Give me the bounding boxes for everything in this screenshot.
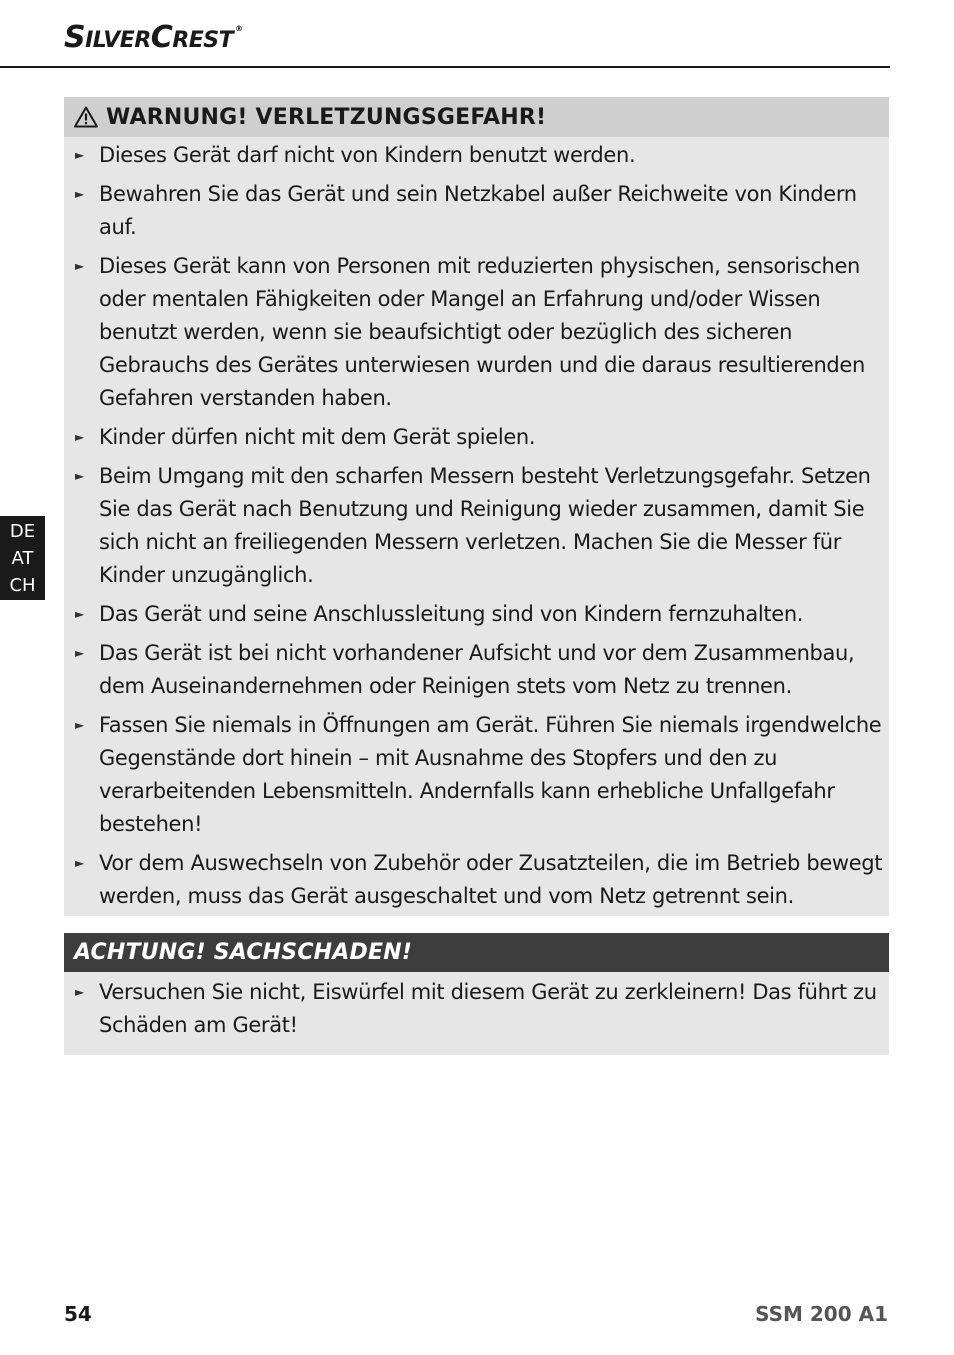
registered-mark: ® bbox=[235, 24, 243, 33]
list-item bbox=[64, 598, 889, 631]
logo-initial-2: C bbox=[150, 20, 173, 55]
caution-title: ACHTUNG! SACHSCHADEN! bbox=[74, 940, 413, 965]
caution-list bbox=[64, 972, 889, 1042]
warning-triangle-icon bbox=[74, 106, 98, 128]
list-item-text: Dieses Gerät darf nicht von Kindern benutzt werden. bbox=[99, 143, 636, 167]
language-at: AT bbox=[11, 548, 34, 569]
brand-logo bbox=[64, 20, 243, 55]
bullet-arrow-icon: ► bbox=[75, 430, 84, 444]
bullet-arrow-icon: ► bbox=[75, 469, 84, 483]
list-item-text: Das Gerät ist bei nicht vorhandener Aufsicht und vor dem Zusammenbau, dem Auseinandernehmen oder Reinigen stets vom Netz zu trennen. bbox=[99, 641, 855, 698]
bullet-arrow-icon: ► bbox=[75, 259, 84, 273]
bullet-arrow-icon: ► bbox=[75, 985, 84, 999]
list-item-text: Beim Umgang mit den scharfen Messern besteht Verletzungsgefahr. Setzen Sie das Gerät nach Benutzung und Reinigung wieder zusammen, damit Sie sich nicht an freiliegenden Messern verletzen. Machen Sie die Messer für Kinder unzugänglich. bbox=[99, 464, 871, 587]
bullet-arrow-icon: ► bbox=[75, 148, 84, 162]
page-number: 54 bbox=[64, 1302, 92, 1326]
warning-list bbox=[64, 137, 889, 913]
list-item bbox=[64, 421, 889, 454]
logo-rest-2: REST bbox=[172, 28, 234, 53]
caution-box bbox=[64, 933, 889, 1055]
language-tab bbox=[0, 516, 45, 600]
list-item bbox=[64, 178, 889, 244]
list-item-text: Fassen Sie niemals in Öffnungen am Gerät. Führen Sie niemals irgendwelche Gegenstände dort hinein – mit Ausnahme des Stopfers und den zu verarbeitenden Lebensmitteln. Andernfalls kann erhebliche Unfallgefahr bestehen! bbox=[99, 713, 882, 836]
header-rule bbox=[0, 66, 890, 68]
list-item-text: Versuchen Sie nicht, Eiswürfel mit diesem Gerät zu zerkleinern! Das führt zu Schäden am Gerät! bbox=[99, 980, 877, 1037]
list-item bbox=[64, 460, 889, 592]
list-item-text: Kinder dürfen nicht mit dem Gerät spielen. bbox=[99, 425, 536, 449]
caution-header bbox=[64, 933, 889, 972]
warning-title: WARNUNG! VERLETZUNGSGEFAHR! bbox=[106, 104, 547, 130]
model-number: SSM 200 A1 bbox=[755, 1302, 888, 1326]
list-item-text: Das Gerät und seine Anschlussleitung sind von Kindern fernzuhalten. bbox=[99, 602, 804, 626]
list-item bbox=[64, 709, 889, 841]
logo-initial-1: S bbox=[64, 20, 86, 55]
logo-rest-1: ILVER bbox=[85, 28, 151, 53]
bullet-arrow-icon: ► bbox=[75, 856, 84, 870]
list-item-text: Bewahren Sie das Gerät und sein Netzkabel außer Reichweite von Kindern auf. bbox=[99, 182, 857, 239]
bullet-arrow-icon: ► bbox=[75, 607, 84, 621]
list-item bbox=[64, 847, 889, 913]
bullet-arrow-icon: ► bbox=[75, 187, 84, 201]
warning-header bbox=[64, 97, 889, 137]
list-item-text: Vor dem Auswechseln von Zubehör oder Zusatzteilen, die im Betrieb bewegt werden, muss das Gerät ausgeschaltet und vom Netz getrennt sein. bbox=[99, 851, 883, 908]
warning-box bbox=[64, 97, 889, 916]
list-item bbox=[64, 976, 889, 1042]
language-de: DE bbox=[9, 521, 36, 542]
list-item bbox=[64, 250, 889, 415]
bullet-arrow-icon: ► bbox=[75, 718, 84, 732]
list-item bbox=[64, 139, 889, 172]
list-item-text: Dieses Gerät kann von Personen mit reduzierten physischen, sensorischen oder mentalen Fähigkeiten oder Mangel an Erfahrung und/oder Wissen benutzt werden, wenn sie beaufsichtigt oder bezüglich des sicheren Gebrauchs des Gerätes unterwiesen wurden und die daraus resultierenden Gefahren verstanden haben. bbox=[99, 254, 865, 410]
list-item bbox=[64, 637, 889, 703]
language-ch: CH bbox=[9, 575, 36, 596]
bullet-arrow-icon: ► bbox=[75, 646, 84, 660]
